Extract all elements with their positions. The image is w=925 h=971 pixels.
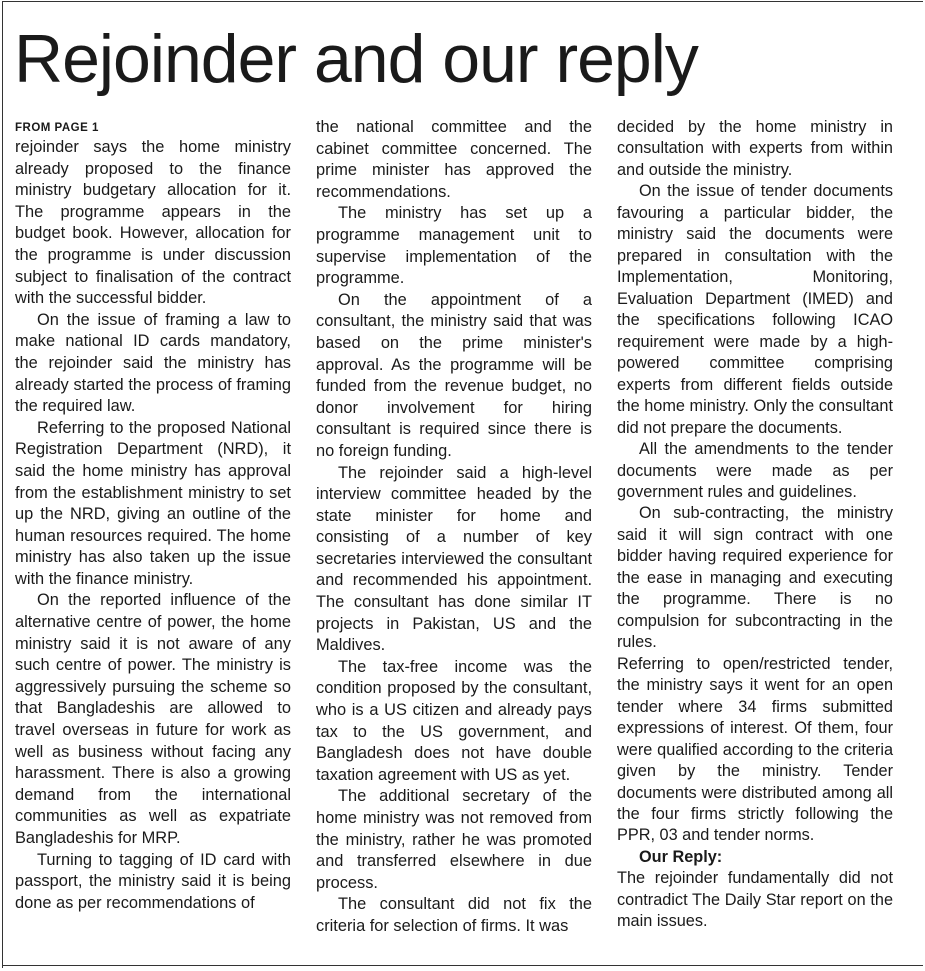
our-reply-text: The rejoinder fundamentally did not contradict The Daily Star report on the main issues.: [617, 869, 893, 931]
paragraph: On the issue of tender documents favouring a particular bidder, the ministry said the documents were prepared in consultation with the Implementation, Monitoring, Evaluation Department (IMED) and the specifications following ICAO requirement were made by a high-powered committee comprising experts from different fields outside the home ministry. Only the consultant did not prepare the documents.: [617, 182, 893, 437]
paragraph: the national committee and the cabinet committee concerned. The prime minister has approved the recommendations.: [316, 118, 592, 201]
paragraph: On sub-contracting, the ministry said it will sign contract with one bidder having required experience for the ease in managing and executing the programme. There is no compulsion for subcontracting in the rules.: [617, 504, 893, 652]
paragraph: On the issue of framing a law to make national ID cards mandatory, the rejoinder said the ministry has already started the process of framing the required law.: [15, 310, 291, 416]
paragraph: The tax-free income was the condition proposed by the consultant, who is a US citizen and already pays tax to the US government, and Bangladesh does not have double taxation agreement with US as yet.: [316, 657, 592, 784]
paragraph: The rejoinder said a high-level interview committee headed by the state minister for home and consisting of a number of key secretaries interviewed the consultant and recommended his appointment. The consultant has done similar IT projects in Pakistan, US and the Maldives.: [316, 463, 592, 655]
paragraph: On the reported influence of the alternative centre of power, the home ministry said it is not aware of any such centre of power. The ministry is aggressively pursuing the scheme so that Bangladeshis are allowed to travel overseas in future for work as well as business without facing any harassment. There is also a growing demand from the international communities as well as expatriate Bangladeshis for MRP.: [15, 591, 291, 847]
column-3: [617, 117, 893, 933]
paragraph: The consultant did not fix the criteria for selection of firms. It was: [316, 895, 592, 935]
bottom-border-rule: [2, 965, 923, 966]
top-border-rule: [2, 1, 923, 2]
paragraph: rejoinder says the home ministry already proposed to the finance ministry budgetary allocation for it. The programme appears in the budget book. However, allocation for the programme is under discussion subject to finalisation of the contract with the successful bidder.: [15, 138, 291, 308]
kicker-from-page-1: FROM PAGE 1: [15, 122, 99, 134]
column-1: [15, 117, 291, 914]
paragraph: Referring to open/restricted tender, the ministry says it went for an open tender where 34 firms submitted expressions of interest. Of them, four were qualified according to the criteria given by the ministry. Tender documents were distributed among all the four firms strictly following the PPR, 03 and tender norms.: [617, 654, 893, 845]
paragraph: Turning to tagging of ID card with passport, the ministry said it is being done as per recommendations of: [15, 850, 291, 912]
column-2: [316, 117, 592, 938]
headline: Rejoinder and our reply: [14, 21, 698, 97]
our-reply-heading: Our Reply:: [639, 847, 723, 866]
paragraph: On the appointment of a consultant, the ministry said that was based on the prime minister's approval. As the programme will be funded from the revenue budget, no donor involvement for hiring consultant is required since there is no foreign funding.: [316, 290, 592, 460]
paragraph: Referring to the proposed National Registration Department (NRD), it said the home ministry has approval from the establishment ministry to set up the NRD, giving an outline of the human resources required. The home ministry has also taken up the issue with the finance ministry.: [15, 418, 291, 588]
paragraph: The ministry has set up a programme management unit to supervise implementation of the programme.: [316, 204, 592, 288]
paragraph: The additional secretary of the home ministry was not removed from the ministry, rather he was promoted and transferred elsewhere in due process.: [316, 787, 592, 892]
left-border-rule: [2, 1, 3, 968]
paragraph: All the amendments to the tender documents were made as per government rules and guidelines.: [617, 440, 893, 501]
paragraph: decided by the home ministry in consultation with experts from within and outside the ministry.: [617, 118, 893, 179]
